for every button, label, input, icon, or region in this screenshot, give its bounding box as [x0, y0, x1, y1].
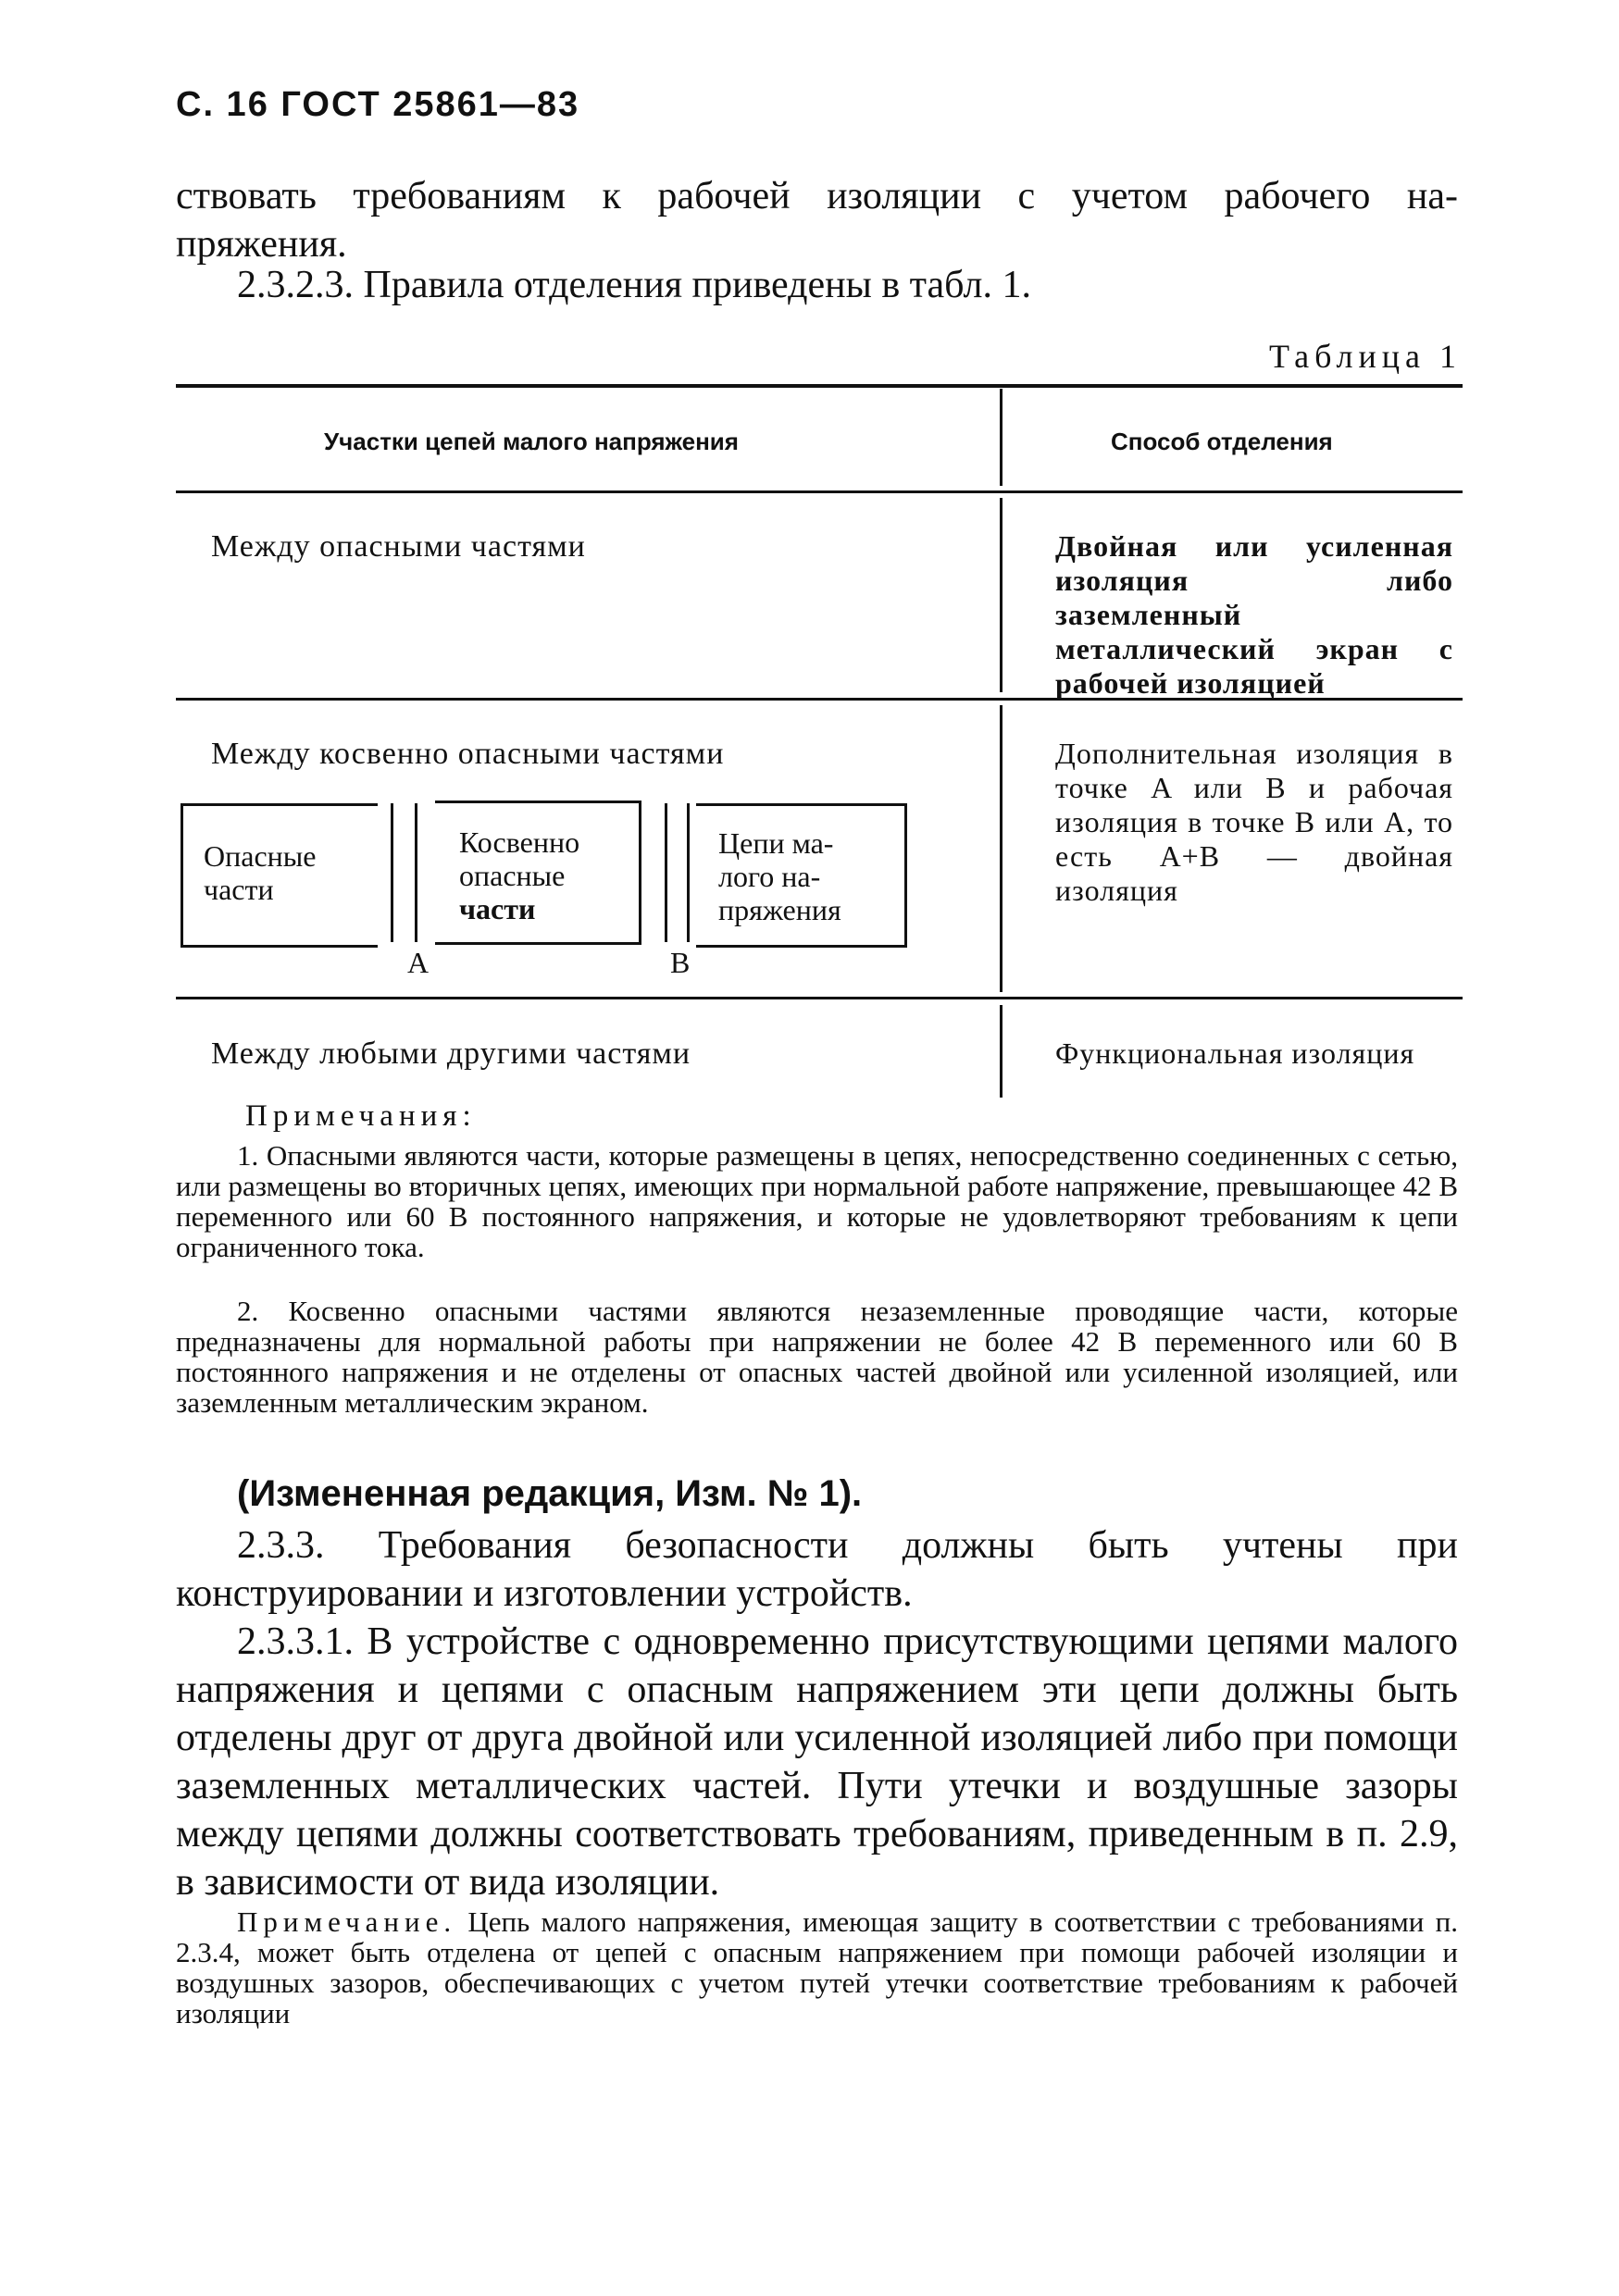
diagram-box-dangerous-line-2: части	[204, 873, 274, 906]
note-2: 2. Косвенно опасными частями являются незаземленные проводящие части, которые предназначены для нормальной работы при напряжении не более 42 В переменного или 60 В постоянного напряжения и не отделены от опасных частей двойной или усиленной изоляцией, или заземленным металлическим экраном.	[176, 1295, 1458, 1419]
diagram-box-low-voltage-line-2: лого на-	[718, 860, 821, 893]
diagram-label-a: A	[407, 946, 430, 979]
diagram-box-indirect-line-1: Косвенно	[459, 825, 580, 859]
table-col-divider-row1	[1000, 498, 1003, 692]
intro-text	[176, 172, 1458, 268]
diagram-label-b: B	[670, 946, 691, 979]
diagram-box-dangerous-line-1: Опасные	[204, 839, 317, 873]
final-note-text: Цепь малого напряжения, имеющая защиту в соответствии с требованиями п. 2.3.4, может быть отделена от цепей с опасным напряжением при помощи рабочей изоляции и воздушных зазоров, обеспечивающих с учетом путей утечки соответствие требованиям к рабочей изоляции	[176, 1905, 1459, 2029]
paragraph-2-3-3-1: 2.3.3.1. В устройстве с одновременно присутствующими цепями малого напряжения и цепями с опасным напряжением эти цепи должны быть отделены друг от друга двойной или усиленной изоляцией либо при помощи заземленных металлических частей. Пути утечки и воздушные зазоры между цепями должны соответствовать требованиям, приведенным в п. 2.9, в зависимости от вида изоляции.	[176, 1620, 1458, 1904]
table-row-1-left: Между опасными частями	[211, 529, 586, 564]
table-top-rule	[176, 384, 1463, 388]
final-note	[176, 1906, 1458, 2029]
note-1: 1. Опасными являются части, которые размещены в цепях, непосредственно соединенных с сетью, или размещены во вторичных цепях, имеющих при нормальной работе напряжение, превышающее 42 В переменного или 60 В постоянного напряжения, и которые не удовлетворяют требованиям к цепи ограниченного тока.	[176, 1139, 1458, 1263]
paragraph-2-3-2-3: 2.3.2.3. Правила отделения приведены в табл. 1.	[237, 264, 1031, 306]
page-header: С. 16 ГОСТ 25861—83	[176, 85, 580, 124]
table-col-divider-header	[1000, 389, 1003, 486]
table-header-right: Способ отделения	[1111, 428, 1333, 455]
intro-line-1: ствовать требованиям к рабочей изоляции с учетом рабочего на-	[176, 175, 1458, 217]
diagram-box-indirect	[435, 800, 641, 945]
diagram-box-indirect-line-3: части	[459, 892, 536, 925]
table-header-rule	[176, 490, 1463, 493]
table-row-3-right: Функциональная изоляция	[1055, 1036, 1415, 1070]
table-row-2-right: Дополнительная изоляция в точке A или B и рабочая изоляция в точке B или A, то есть A+B — двойная изоляция	[1055, 737, 1453, 907]
diagram-barrier-a-2	[415, 803, 417, 942]
table-col-divider-row2	[1000, 705, 1003, 992]
table-header-left: Участки цепей малого напряжения	[324, 428, 739, 455]
paragraph-2-3-3: 2.3.3. Требования безопасности должны быть учтены при конструировании и изготовлении устройств.	[176, 1524, 1458, 1615]
notes-title: Примечания:	[245, 1099, 477, 1133]
amendment-note: (Измененная редакция, Изм. № 1).	[237, 1473, 863, 1514]
table-row-3-left: Между любыми другими частями	[211, 1036, 691, 1071]
table-row-2-left: Между косвенно опасными частями	[211, 737, 725, 771]
diagram-box-low-voltage-line-1: Цепи ма-	[718, 826, 834, 860]
table-caption: Таблица 1	[1269, 338, 1462, 375]
diagram-barrier-a-1	[391, 803, 393, 942]
final-note-label: Примечание.	[237, 1905, 457, 1938]
intro-line-2: пряжения.	[176, 223, 347, 266]
diagram-barrier-b-2	[687, 803, 690, 942]
diagram-barrier-b-1	[665, 803, 667, 942]
diagram-box-low-voltage	[696, 803, 907, 948]
diagram-box-low-voltage-line-3: пряжения	[718, 893, 841, 926]
table-row-1-right: Двойная или усиленная изоляция либо заземленный металлический экран с рабочей изоляцией	[1055, 529, 1453, 700]
table-row-rule-2	[176, 997, 1463, 999]
diagram-box-indirect-line-2: опасные	[459, 859, 566, 892]
diagram-box-dangerous	[181, 803, 378, 948]
table-col-divider-row3	[1000, 1005, 1003, 1098]
